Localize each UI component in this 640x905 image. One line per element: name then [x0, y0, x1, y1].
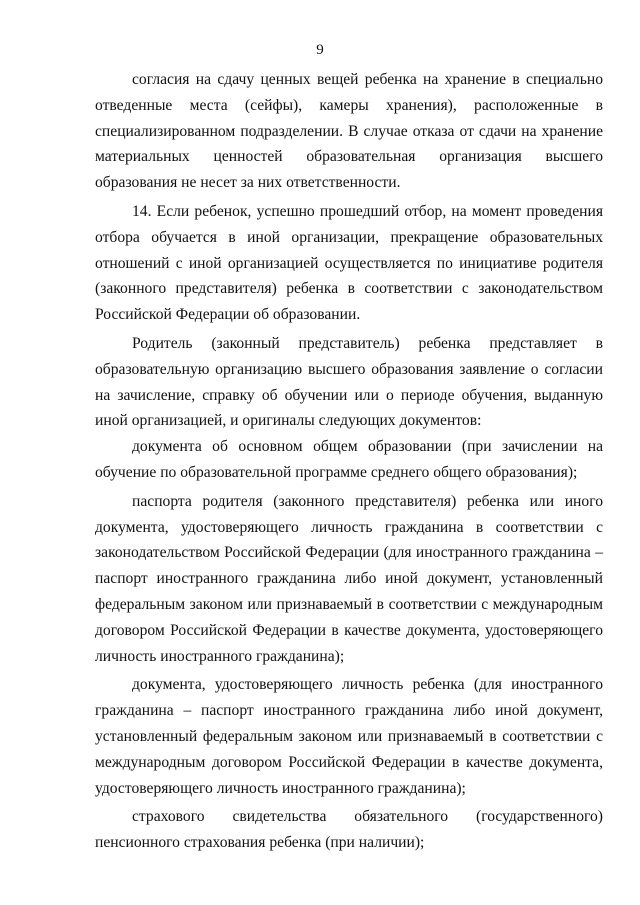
- paragraph-parent-submits: Родитель (законный представитель) ребенка представляет в образовательную организацию высшего образования заявление о согласии на зачисление, справку об обучении или о периоде обучения, выданную иной организацией, и оригиналы следующих документов:: [95, 334, 603, 430]
- page-number: 9: [316, 42, 324, 58]
- paragraph-pension-insurance: страхового свидетельства обязательного (государственного) пенсионного страхования ребенка (при наличии);: [95, 808, 603, 852]
- paragraph-child-identity-document: документа, удостоверяющего личность ребенка (для иностранного гражданина – паспорт иностранного гражданина либо иной документ, установленный федеральным законом или признаваемый в соответствии с международным договором Российской Федерации в качестве документа, удостоверяющего личность иностранного гражданина);: [95, 676, 603, 797]
- paragraph-parent-passport: паспорта родителя (законного представителя) ребенка или иного документа, удостоверяющего личность гражданина в соответствии с законодательством Российской Федерации (для иностранного гражданина – паспорт иностранного гражданина либо иной документ, установленный федеральным законом или признаваемый в соответствии с международным договором Российской Федерации в качестве документа, удостоверяющего личность иностранного гражданина);: [95, 492, 603, 665]
- document-body: [95, 67, 603, 856]
- paragraph-safekeeping-consent: согласия на сдачу ценных вещей ребенка на хранение в специально отведенные места (сейфы), камеры хранения), расположенные в специализированном подразделении. В случае отказа от сдачи на хранение материальных ценностей образовательная организация высшего образования не несет за них ответственности.: [95, 71, 603, 192]
- paragraph-item-14: 14. Если ребенок, успешно прошедший отбор, на момент проведения отбора обучается в иной организации, прекращение образовательных отношений с иной организацией осуществляется по инициативе родителя (законного представителя) ребенка в соответствии с законодательством Российской Федерации об образовании.: [95, 202, 603, 324]
- paragraph-education-document: документа об основном общем образовании (при зачислении на обучение по образовательной программе среднего общего образования);: [95, 438, 603, 481]
